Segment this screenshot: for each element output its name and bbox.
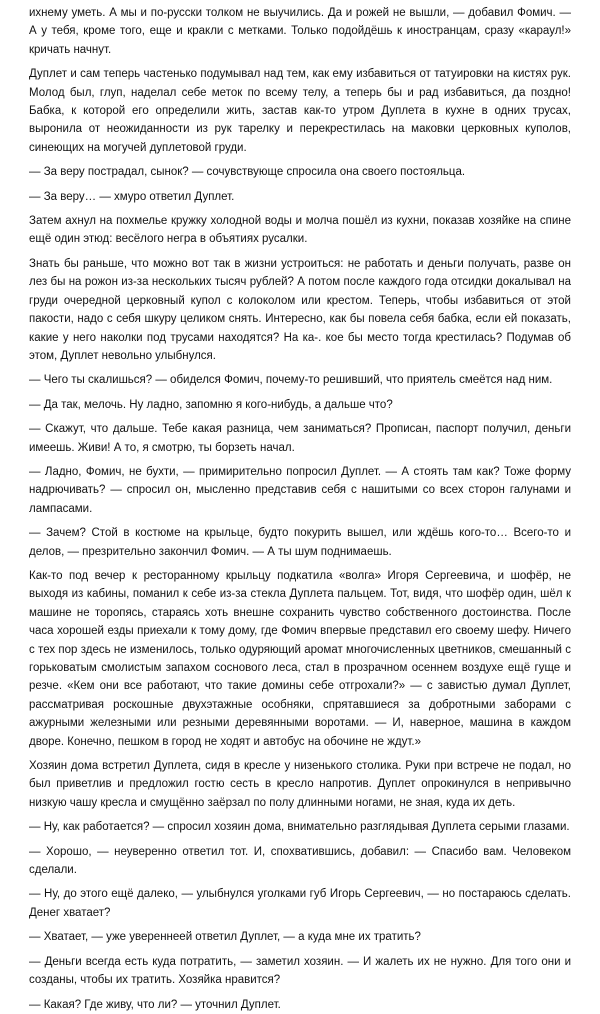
paragraph: ихнему уметь. А мы и по-русски толком не выучились. Да и рожей не вышли, — добавил Фомич. — А у тебя, кроме того, еще и кракли с метками. Только подойдёшь к иностранцам, сразу «караул!» кричать начнут. — [29, 7, 571, 56]
paragraph: Хозяин дома встретил Дуплета, сидя в кресле у низенького столика. Руки при встрече не подал, но был приветлив и предложил гостю сесть в кресло напротив. Дуплет опрокинулся в непривычно низкую чашу кресла и смущённо заёрзал по полу длинными ногами, не зная, куда их деть. — [29, 760, 571, 809]
paragraph: — Зачем? Стой в костюме на крыльце, будто покурить вышел, или ждёшь кого-то… Всего-то и делов, — презрительно закончил Фомич. — А ты шум поднимаешь. — [29, 527, 571, 558]
paragraph: — За веру… — хмуро ответил Дуплет. — [29, 190, 235, 203]
paragraph: — Да так, мелочь. Ну ладно, запомню я кого-нибудь, а дальше что? — [29, 398, 393, 411]
paragraph: — Хорошо, — неуверенно ответил тот. И, спохватившись, добавил: — Спасибо вам. Человеком сделали. — [29, 845, 571, 877]
paragraph: Дуплет и сам теперь частенько подумывал над тем, как ему избавиться от татуировки на кистях рук. Молод был, глуп, наделал себе меток по всему телу, а теперь бы и рад избавиться, да поздно! Бабка, к которой его определили жить, застав как-то утром Дуплета в кухне в одних трусах, выронила от неожиданности из рук тарелку и перекрестилась на маковки церковных куполов, синеющих на могучей дуплетовой груди. — [29, 68, 571, 154]
paragraph: — Хватает, — уже увереннеей ответил Дуплет, — а куда мне их тратить? — [29, 931, 421, 944]
paragraph: — Какая? Где живу, что ли? — уточнил Дуплет. — [29, 998, 281, 1011]
paragraph: — Ну, как работается? — спросил хозяин дома, внимательно разглядывая Дуплета серыми глазами. — [29, 821, 570, 834]
paragraph: — Скажут, что дальше. Тебе какая разница, чем заниматься? Прописан, паспорт получил, деньги имеешь. Живи! А то, я смотрю, ты борзеть начал. — [29, 423, 571, 454]
paragraph: — Деньги всегда есть куда потратить, — заметил хозяин. — И жалеть их не нужно. Для того они и созданы, чтобы их тратить. Хозяйка нравится? — [29, 955, 571, 987]
paragraph: — Ну, до этого ещё далеко, — улыбнулся уголками губ Игорь Сергеевич, — но постараюсь сделать. Денег хватает? — [29, 888, 571, 919]
paragraph: — Чего ты скалишься? — обиделся Фомич, почему-то решивший, что приятель смеётся над ним. — [29, 374, 553, 387]
paragraph: Как-то под вечер к ресторанному крыльцу подкатила «волга» Игоря Сергеевича, и шофёр, не выходя из кабины, поманил к себе из-за стекла Дуплета пальцем. Тот, видя, что шофёр один, шёл к машине не торопясь, стараясь хоть внешне сохранить чувство собственного достоинства. После часа хорошей езды приехали к тому дому, где Фомич впервые представил его своему шефу. Ничего с тех пор здесь не изменилось, только одуряющий аромат многочисленных цветников, смешанный с горьковатым смолистым запахом соснового леса, стал в прозрачном осеннем воздухе ещё гуще и резче. «Кем они все работают, что такие домины себе отгрохали?» — с завистью думал Дуплет, рассматривая роскошные двухэтажные особняки, спрятавшиеся за добротными заборами с ажурными железными или резными деревянными воротами. — И, наверное, машина в каждом дворе. Конечно, пешком в город не ходят и автобус на обочине не ждут.» — [29, 569, 571, 748]
paragraph: Затем ахнул на похмелье кружку холодной воды и молча пошёл из кухни, показав хозяйке на спине ещё один этюд: весёлого негра в объятиях русалки. — [29, 215, 571, 246]
paragraph: Знать бы раньше, что можно вот так в жизни устроиться: не работать и деньги получать, разве он лез бы на рожон из-за нескольких тысяч рублей? А потом после каждого года отсидки докалывал на груди очередной церковный купол с колоколом или крестом. Теперь, чтобы избавиться от этой пакости, надо с себя шкуру целиком снять. Интересно, как бы повела себя бабка, если ей показать, какие у него наколки под трусами находятся? На ка-. кое бы место тогда крестилась? Подумав об этом, Дуплет невольно улыбнулся. — [29, 257, 571, 362]
paragraph: — За веру пострадал, сынок? — сочувствующе спросила она своего постояльца. — [29, 166, 466, 179]
paragraph: — Ладно, Фомич, не бухти, — примирительно попросил Дуплет. — А стоять там как? Тоже форму надрючивать? — спросил он, мысленно представив себя с нашитыми со всех сторон галунами и лампасами. — [29, 465, 571, 515]
